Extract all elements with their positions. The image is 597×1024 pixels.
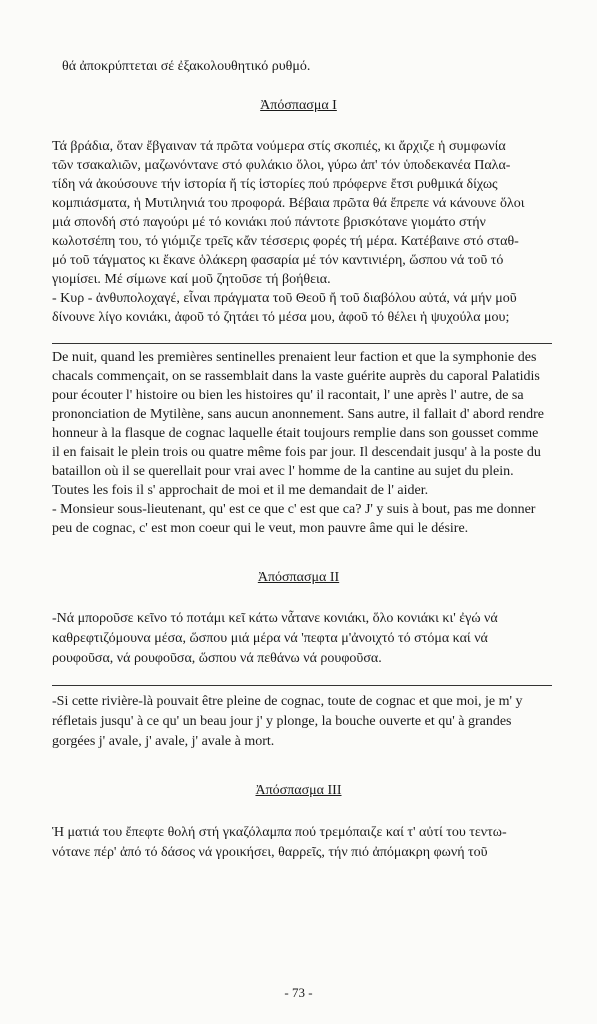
section-divider — [52, 685, 552, 686]
page-number: - 73 - — [284, 985, 313, 1000]
french-line: réfletais jusqu' à ce qu' un beau jour j' y plonge, la bouche ouverte et qu' à grandes — [52, 714, 512, 729]
section-heading-1: Ἀπόσπασμα Ι — [260, 98, 337, 113]
greek-line: κομπιάσματα, ἡ Μυτιληνιά του προφορά. Βέβαια πρῶτα θά ἔπρεπε νά κάνουνε ὅλοι — [52, 196, 525, 211]
french-line: prononciation de Mytilène, sans aucun anonnement. Sans autre, il fallait d' abord rendre — [52, 407, 544, 422]
greek-line: τῶν τσακαλιῶν, μαζωνόντανε στό φυλάκιο ὅλοι, γύρω ἀπ' τόν ὑποδεκανέα Παλα- — [52, 158, 511, 173]
french-line: honneur à la flasque de cognac laquelle était toujours remplie dans son gousset comme — [52, 426, 539, 441]
greek-line: Ἡ ματιά του ἔπεφτε θολή στή γκαζόλαμπα πού τρεμόπαιζε καί τ' αὐτί του τεντω- — [52, 825, 507, 840]
french-line: il en faisait le plein trois ou quatre même fois par jour. Il descendait jusqu' à la poste du — [52, 445, 541, 460]
greek-line: καθρεφτιζόμουνα μέσα, ὥσπου μιά μέρα νά 'πεφτα μ'ἀνοιχτό τό στόμα καί νά — [52, 631, 488, 646]
greek-line: δίνουνε λίγο κονιάκι, ἀφοῦ τό ζητάει τό μέσα μου, ἀφοῦ τό θέλει ἡ ψυχούλα μου; — [52, 310, 510, 325]
greek-line: Τά βράδια, ὅταν ἔβγαιναν τά πρῶτα νούμερα στίς σκοπιές, κι ἄρχιζε ἡ συμφωνία — [52, 139, 506, 154]
greek-line: ρουφοῦσα, νά ρουφοῦσα, ὥσπου νά πεθάνω νά ρουφοῦσα. — [52, 651, 382, 666]
french-line: pour écouter l' histoire ou bien les histoires qu' il racontait, l' une après l' autre, de sa — [52, 388, 524, 403]
greek-line: μιά σπονδή στό παγούρι μέ τό κονιάκι πού πάντοτε βρισκότανε γιομάτο στήν — [52, 215, 486, 230]
section-divider — [52, 343, 552, 344]
greek-line: γιομίσει. Μέ σίμωνε καί μοῦ ζητοῦσε τή βοήθεια. — [52, 272, 331, 287]
french-line: Toutes les fois il s' approchait de moi et il me demandait de l' aider. — [52, 483, 429, 498]
greek-line: -Νά μποροῦσε κεῖνο τό ποτάμι κεῖ κάτω νἆτανε κονιάκι, ὅλο κονιάκι κι' ἐγώ νά — [52, 611, 498, 626]
section-heading-3: Ἀπόσπασμα ΙΙΙ — [255, 783, 342, 798]
french-line: - Monsieur sous-lieutenant, qu' est ce que c' est que ca? J' y suis à bout, pas me donner — [52, 502, 536, 517]
greek-line: μό τοῦ τάγματος κι ἔκανε ὁλάκερη φασαρία μέ τόν καντινιέρη, ὥσπου νά τοῦ τό — [52, 253, 504, 268]
french-line: -Si cette rivière-là pouvait être pleine de cognac, toute de cognac et que moi, je m' y — [52, 694, 523, 709]
greek-line: κωλοτσέπη του, τό γιόμιζε τρεῖς κἄν τέσσερις φορές τή μέρα. Κατέβαινε στό σταθ- — [52, 234, 519, 249]
french-line: bataillon où il se querellait pour vrai avec l' homme de la cantine au sujet du plein. — [52, 464, 514, 479]
french-line: gorgées j' avale, j' avale, j' avale à mort. — [52, 734, 275, 749]
section-heading-2: Ἀπόσπασμα ΙΙ — [257, 570, 340, 585]
opening-line: θά ἀποκρύπτεται σέ ἐξακολουθητικό ρυθμό. — [62, 59, 311, 74]
french-line: peu de cognac, c' est mon coeur qui le veut, mon pauvre âme qui le désire. — [52, 521, 469, 536]
greek-line: νότανε πέρ' ἀπό τό δάσος νά γροικήσει, θαρρεῖς, τήν πιό ἀπόμακρη φωνή τοῦ — [52, 845, 488, 860]
greek-line: τίδη νά ἀκούσουνε τήν ἱστορία ἤ τίς ἱστορίες πού πρόφερνε ἔτσι ρυθμικά δίχως — [52, 177, 498, 192]
french-line: De nuit, quand les premières sentinelles prenaient leur faction et que la symphonie des — [52, 350, 537, 365]
greek-line: - Κυρ - ἀνθυπολοχαγέ, εἶναι πράγματα τοῦ Θεοῦ ἤ τοῦ διαβόλου αὐτά, νά μήν μοῦ — [52, 291, 517, 306]
french-line: chacals commençait, on se rassemblait dans la vaste guérite auprès du caporal Palatidis — [52, 369, 540, 384]
